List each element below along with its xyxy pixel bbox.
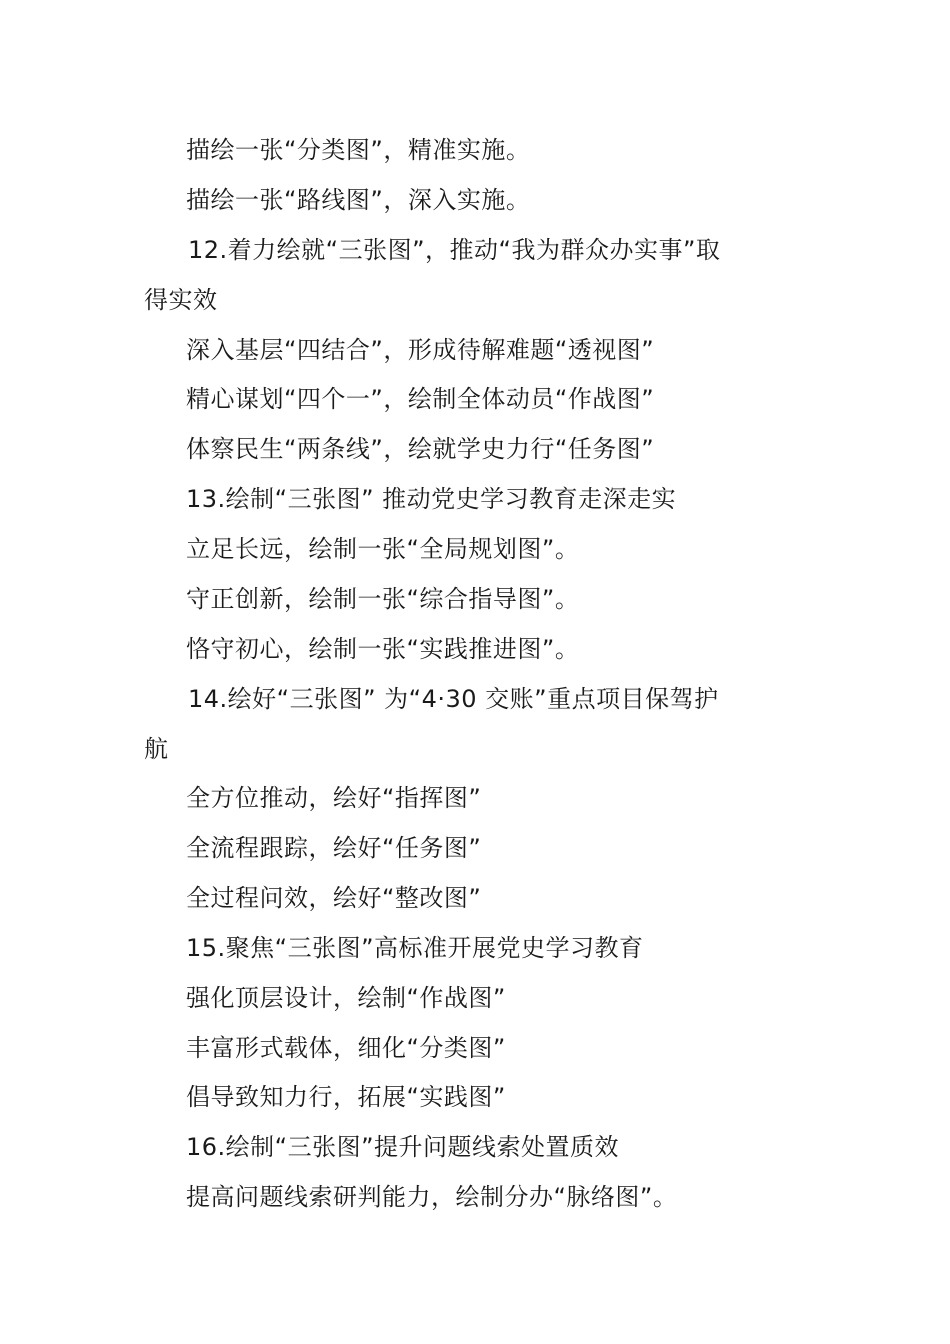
text-line: 精心谋划“四个一”，绘制全体动员“作战图”: [186, 385, 655, 413]
text-line: 提高问题线索研判能力，绘制分办“脉络图”。: [186, 1183, 678, 1211]
text-line: 描绘一张“路线图”，深入实施。: [186, 186, 531, 214]
section-heading-13: 13.绘制“三张图” 推动党史学习教育走深走实: [186, 485, 677, 513]
section-heading-14: 14.绘好“三张图” 为“4·30 交账”重点项目保驾护: [188, 685, 719, 713]
text-line: 描绘一张“分类图”，精准实施。: [186, 136, 531, 164]
section-heading-12-cont: 得实效: [144, 286, 218, 314]
text-line: 恪守初心，绘制一张“实践推进图”。: [186, 635, 580, 663]
text-line: 立足长远，绘制一张“全局规划图”。: [186, 535, 580, 563]
text-line: 深入基层“四结合”，形成待解难题“透视图”: [186, 336, 655, 364]
text-line: 全方位推动，绘好“指挥图”: [186, 784, 482, 812]
text-line: 全流程跟踪，绘好“任务图”: [186, 834, 482, 862]
text-line: 强化顶层设计，绘制“作战图”: [186, 984, 506, 1012]
section-heading-15: 15.聚焦“三张图”高标准开展党史学习教育: [186, 934, 644, 962]
section-heading-16: 16.绘制“三张图”提升问题线索处置质效: [186, 1133, 620, 1161]
section-heading-12: 12.着力绘就“三张图”，推动“我为群众办实事”取: [188, 236, 721, 264]
text-line: 守正创新，绘制一张“综合指导图”。: [186, 585, 580, 613]
text-line: 丰富形式载体，细化“分类图”: [186, 1034, 506, 1062]
text-line: 体察民生“两条线”，绘就学史力行“任务图”: [186, 435, 655, 463]
section-heading-14-cont: 航: [144, 735, 169, 763]
text-line: 倡导致知力行，拓展“实践图”: [186, 1083, 506, 1111]
text-line: 全过程问效，绘好“整改图”: [186, 884, 482, 912]
